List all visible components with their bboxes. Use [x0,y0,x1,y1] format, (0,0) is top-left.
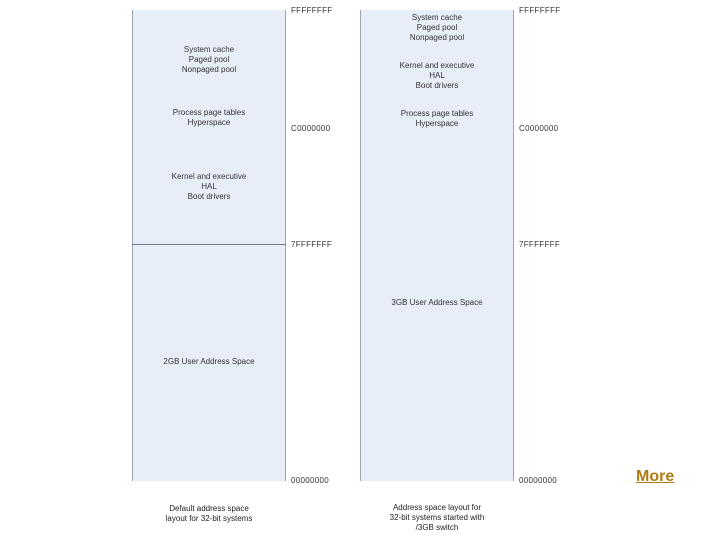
user-kernel-boundary-line [132,244,286,245]
region-line: HAL [429,71,445,80]
region-line: Process page tables [400,109,474,118]
region-line: 3GB User Address Space [391,298,483,307]
right-address-c0000000: C0000000 [519,124,559,133]
region-line: Hyperspace [415,119,459,128]
left-region-system-pools [133,45,285,75]
region-line: Nonpaged pool [181,65,237,74]
region-line: Paged pool [188,55,230,64]
region-line: Process page tables [172,108,246,117]
left-region-user-space [133,357,285,367]
caption-line: 32-bit systems started with [389,513,485,522]
region-line: HAL [201,182,217,191]
right-caption [361,503,513,533]
more-link[interactable]: More [636,468,675,485]
region-line: Paged pool [416,23,458,32]
right-address-bottom: 00000000 [519,476,557,485]
right-region-user-space [361,298,513,308]
caption-line: layout for 32-bit systems [165,514,253,523]
left-address-bottom: 00000000 [291,476,329,485]
caption-line: Default address space [169,504,249,513]
right-address-7fffffff: 7FFFFFFF [519,240,561,249]
left-address-top: FFFFFFFF [291,6,333,15]
left-caption [133,504,285,524]
region-line: Kernel and executive [399,61,475,70]
region-line: Hyperspace [187,118,231,127]
region-line: Kernel and executive [171,172,247,181]
right-region-system-pools [361,13,513,43]
default-layout-column [132,10,286,481]
region-line: Boot drivers [187,192,231,201]
right-region-kernel [361,61,513,91]
region-line: 2GB User Address Space [163,357,255,366]
region-line: Nonpaged pool [409,33,465,42]
left-region-kernel [133,172,285,202]
region-line: Boot drivers [415,81,459,90]
caption-line: /3GB switch [415,523,459,532]
left-address-7fffffff: 7FFFFFFF [291,240,333,249]
right-address-top: FFFFFFFF [519,6,561,15]
right-region-page-tables [361,109,513,129]
left-region-page-tables [133,108,285,128]
region-line: System cache [411,13,463,22]
left-address-c0000000: C0000000 [291,124,331,133]
region-line: System cache [183,45,235,54]
caption-line: Address space layout for [392,503,482,512]
